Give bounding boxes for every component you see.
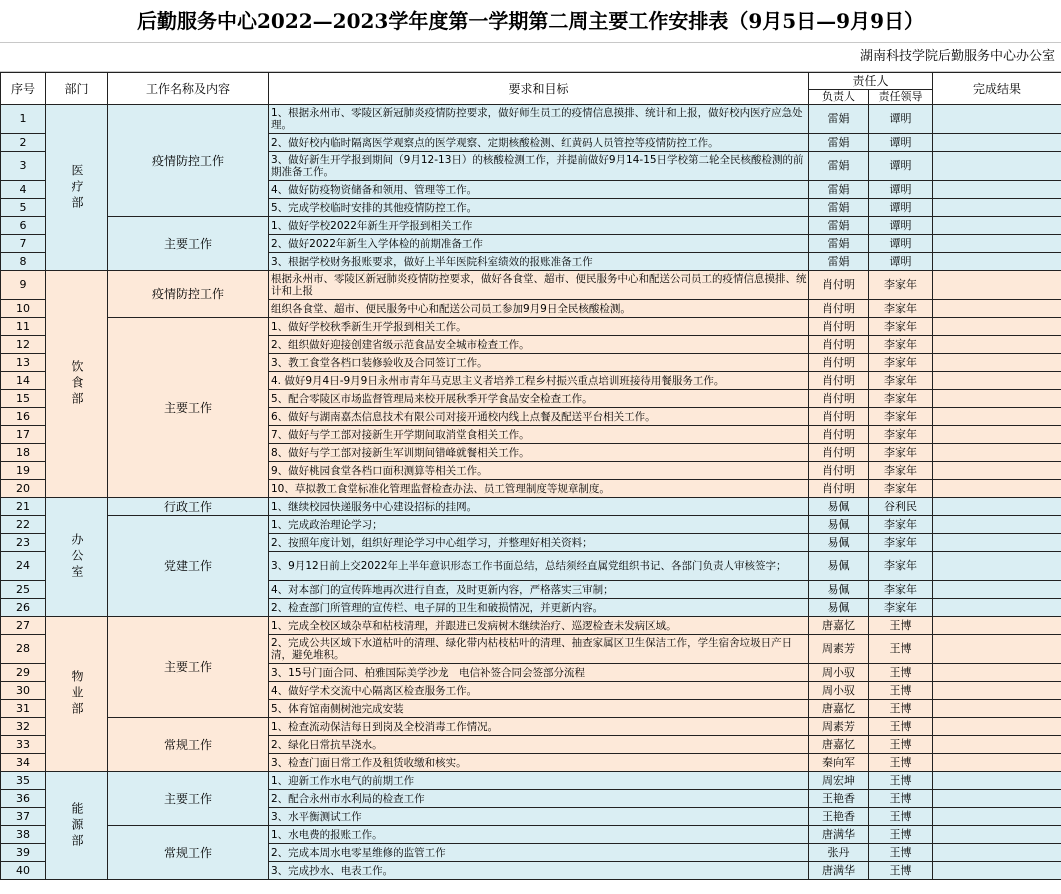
person-cell: 肖付明 (809, 354, 869, 372)
requirement-cell: 2、检查部门所管理的宣传栏、电子屏的卫生和破损情况，并更新内容。 (269, 599, 809, 617)
row-number: 24 (1, 552, 46, 581)
header-responsible: 责任人 (809, 73, 933, 90)
result-cell (933, 844, 1061, 862)
leader-cell: 李家年 (869, 599, 933, 617)
work-category-cell: 行政工作 (108, 498, 269, 516)
result-cell (933, 105, 1061, 134)
result-cell (933, 390, 1061, 408)
person-cell: 周小驭 (809, 664, 869, 682)
person-cell: 雷娟 (809, 105, 869, 134)
person-cell: 易佩 (809, 599, 869, 617)
work-schedule-table (0, 72, 1061, 880)
requirement-cell: 1、完成政治理论学习； (269, 516, 809, 534)
leader-cell: 李家年 (869, 581, 933, 599)
row-number: 22 (1, 516, 46, 534)
row-number: 12 (1, 336, 46, 354)
result-cell (933, 480, 1061, 498)
leader-cell: 李家年 (869, 354, 933, 372)
row-number: 13 (1, 354, 46, 372)
requirement-cell: 2、组织做好迎接创建省级示范食品安全城市检查工作。 (269, 336, 809, 354)
requirement-cell: 根据永州市、零陵区新冠肺炎疫情防控要求，做好各食堂、超市、便民服务中心和配送公司员工的疫情信息摸排、统计和上报 (269, 271, 809, 300)
person-cell: 易佩 (809, 516, 869, 534)
result-cell (933, 408, 1061, 426)
work-category-cell: 主要工作 (108, 617, 269, 718)
row-number: 4 (1, 181, 46, 199)
result-cell (933, 790, 1061, 808)
requirement-cell: 10、草拟教工食堂标准化管理监督检查办法、员工管理制度等规章制度。 (269, 480, 809, 498)
row-number: 1 (1, 105, 46, 134)
result-cell (933, 700, 1061, 718)
row-number: 19 (1, 462, 46, 480)
row-number: 31 (1, 700, 46, 718)
leader-cell: 王博 (869, 826, 933, 844)
row-number: 11 (1, 318, 46, 336)
leader-cell: 王博 (869, 808, 933, 826)
requirement-cell: 3、做好新生开学报到期间（9月12-13日）的核酸检测工作，并提前做好9月14-15日学校第二轮全民核酸检测的前期准备工作。 (269, 152, 809, 181)
person-cell: 易佩 (809, 534, 869, 552)
table-row (1, 772, 1061, 790)
result-cell (933, 862, 1061, 880)
result-cell (933, 826, 1061, 844)
person-cell: 雷娟 (809, 181, 869, 199)
result-cell (933, 534, 1061, 552)
result-cell (933, 462, 1061, 480)
leader-cell: 李家年 (869, 318, 933, 336)
requirement-cell: 4、做好防疫物资储备和领用、管理等工作。 (269, 181, 809, 199)
leader-cell: 谭明 (869, 199, 933, 217)
person-cell: 秦向军 (809, 754, 869, 772)
requirement-cell: 2、完成公共区域下水道枯叶的清理、绿化带内枯枝枯叶的清理、抽查家属区卫生保洁工作，学生宿舍垃圾日产日清，避免堆积。 (269, 635, 809, 664)
requirement-cell: 3、15号门面合同、柏雅国际美学沙龙 电信补签合同会签部分流程 (269, 664, 809, 682)
row-number: 3 (1, 152, 46, 181)
result-cell (933, 808, 1061, 826)
row-number: 5 (1, 199, 46, 217)
leader-cell: 王博 (869, 617, 933, 635)
work-category-cell: 常规工作 (108, 826, 269, 880)
requirement-cell: 4、做好学术交流中心隔离区检查服务工作。 (269, 682, 809, 700)
row-number: 15 (1, 390, 46, 408)
header-leader: 责任领导 (869, 90, 933, 105)
leader-cell: 王博 (869, 736, 933, 754)
requirement-cell: 9、做好桃园食堂各档口面积测算等相关工作。 (269, 462, 809, 480)
result-cell (933, 217, 1061, 235)
header-no: 序号 (1, 73, 46, 105)
result-cell (933, 152, 1061, 181)
requirement-cell: 1、迎新工作水电气的前期工作 (269, 772, 809, 790)
organization-label: 湖南科技学院后勤服务中心办公室 (0, 43, 1061, 72)
leader-cell: 李家年 (869, 426, 933, 444)
table-row (1, 498, 1061, 516)
person-cell: 周素芳 (809, 635, 869, 664)
leader-cell: 李家年 (869, 390, 933, 408)
leader-cell: 李家年 (869, 300, 933, 318)
row-number: 32 (1, 718, 46, 736)
result-cell (933, 354, 1061, 372)
result-cell (933, 581, 1061, 599)
leader-cell: 王博 (869, 844, 933, 862)
result-cell (933, 599, 1061, 617)
person-cell: 唐嘉忆 (809, 736, 869, 754)
leader-cell: 李家年 (869, 271, 933, 300)
result-cell (933, 498, 1061, 516)
person-cell: 唐满华 (809, 826, 869, 844)
leader-cell: 李家年 (869, 534, 933, 552)
table-row (1, 516, 1061, 534)
result-cell (933, 253, 1061, 271)
person-cell: 肖付明 (809, 271, 869, 300)
leader-cell: 谭明 (869, 152, 933, 181)
requirement-cell: 1、做好学校2022年新生开学报到相关工作 (269, 217, 809, 235)
requirement-cell: 7、做好与学工部对接新生开学期间取消堂食相关工作。 (269, 426, 809, 444)
requirement-cell: 组织各食堂、超市、便民服务中心和配送公司员工参加9月9日全民核酸检测。 (269, 300, 809, 318)
table-row (1, 617, 1061, 635)
requirement-cell: 4、对本部门的宣传阵地再次进行自查，及时更新内容，严格落实三审制； (269, 581, 809, 599)
leader-cell: 王博 (869, 682, 933, 700)
result-cell (933, 754, 1061, 772)
result-cell (933, 199, 1061, 217)
department-cell: 能源部 (46, 772, 108, 880)
leader-cell: 李家年 (869, 444, 933, 462)
row-number: 25 (1, 581, 46, 599)
table-row (1, 318, 1061, 336)
row-number: 40 (1, 862, 46, 880)
row-number: 33 (1, 736, 46, 754)
result-cell (933, 271, 1061, 300)
leader-cell: 谭明 (869, 235, 933, 253)
row-number: 14 (1, 372, 46, 390)
requirement-cell: 2、按照年度计划，组织好理论学习中心组学习，并整理好相关资料； (269, 534, 809, 552)
row-number: 35 (1, 772, 46, 790)
row-number: 38 (1, 826, 46, 844)
person-cell: 周宏坤 (809, 772, 869, 790)
work-category-cell: 主要工作 (108, 318, 269, 498)
department-cell: 饮食部 (46, 271, 108, 498)
result-cell (933, 516, 1061, 534)
result-cell (933, 772, 1061, 790)
requirement-cell: 1、根据永州市、零陵区新冠肺炎疫情防控要求，做好师生员工的疫情信息摸排、统计和上报，做好校内医疗应急处理。 (269, 105, 809, 134)
table-row (1, 826, 1061, 844)
requirement-cell: 1、做好学校秋季新生开学报到相关工作。 (269, 318, 809, 336)
row-number: 6 (1, 217, 46, 235)
person-cell: 周小驭 (809, 682, 869, 700)
table-row (1, 271, 1061, 300)
header-dept: 部门 (46, 73, 108, 105)
result-cell (933, 134, 1061, 152)
person-cell: 张丹 (809, 844, 869, 862)
person-cell: 肖付明 (809, 480, 869, 498)
person-cell: 肖付明 (809, 390, 869, 408)
row-number: 37 (1, 808, 46, 826)
leader-cell: 谭明 (869, 105, 933, 134)
leader-cell: 王博 (869, 635, 933, 664)
leader-cell: 王博 (869, 664, 933, 682)
row-number: 30 (1, 682, 46, 700)
result-cell (933, 617, 1061, 635)
person-cell: 王艳香 (809, 808, 869, 826)
requirement-cell: 3、根据学校财务报账要求，做好上半年医院科室绩效的报账准备工作 (269, 253, 809, 271)
result-cell (933, 552, 1061, 581)
result-cell (933, 682, 1061, 700)
row-number: 20 (1, 480, 46, 498)
work-category-cell: 主要工作 (108, 772, 269, 826)
person-cell: 肖付明 (809, 408, 869, 426)
requirement-cell: 6、做好与湖南嘉杰信息技术有限公司对接开通校内线上点餐及配送平台相关工作。 (269, 408, 809, 426)
department-cell: 医疗部 (46, 105, 108, 271)
result-cell (933, 444, 1061, 462)
person-cell: 雷娟 (809, 217, 869, 235)
person-cell: 肖付明 (809, 444, 869, 462)
leader-cell: 李家年 (869, 516, 933, 534)
work-category-cell: 疫情防控工作 (108, 105, 269, 217)
leader-cell: 王博 (869, 862, 933, 880)
row-number: 26 (1, 599, 46, 617)
person-cell: 周素芳 (809, 718, 869, 736)
person-cell: 易佩 (809, 498, 869, 516)
result-cell (933, 635, 1061, 664)
requirement-cell: 2、绿化日常抗旱浇水。 (269, 736, 809, 754)
requirement-cell: 1、检查流动保洁每日到岗及全校消毒工作情况。 (269, 718, 809, 736)
table-row (1, 217, 1061, 235)
person-cell: 易佩 (809, 581, 869, 599)
row-number: 29 (1, 664, 46, 682)
person-cell: 肖付明 (809, 336, 869, 354)
person-cell: 唐满华 (809, 862, 869, 880)
person-cell: 易佩 (809, 552, 869, 581)
person-cell: 王艳香 (809, 790, 869, 808)
requirement-cell: 1、继续校园快递服务中心建设招标的挂网。 (269, 498, 809, 516)
result-cell (933, 181, 1061, 199)
requirement-cell: 3、水平衡测试工作 (269, 808, 809, 826)
work-category-cell: 疫情防控工作 (108, 271, 269, 318)
requirement-cell: 2、做好2022年新生入学体检的前期准备工作 (269, 235, 809, 253)
row-number: 2 (1, 134, 46, 152)
page-title: 后勤服务中心2022—2023学年度第一学期第二周主要工作安排表（9月5日—9月9日） (0, 0, 1061, 43)
leader-cell: 谷利民 (869, 498, 933, 516)
row-number: 16 (1, 408, 46, 426)
row-number: 36 (1, 790, 46, 808)
department-cell: 物业部 (46, 617, 108, 772)
requirement-cell: 1、水电费的报账工作。 (269, 826, 809, 844)
result-cell (933, 736, 1061, 754)
result-cell (933, 300, 1061, 318)
leader-cell: 李家年 (869, 336, 933, 354)
person-cell: 肖付明 (809, 318, 869, 336)
result-cell (933, 372, 1061, 390)
work-category-cell: 主要工作 (108, 217, 269, 271)
requirement-cell: 3、教工食堂各档口装修验收及合同签订工作。 (269, 354, 809, 372)
leader-cell: 李家年 (869, 408, 933, 426)
leader-cell: 李家年 (869, 552, 933, 581)
requirement-cell: 1、完成全校区域杂草和枯枝清理，并跟进已发病树木继续治疗、巡逻检查未发病区域。 (269, 617, 809, 635)
leader-cell: 王博 (869, 754, 933, 772)
leader-cell: 谭明 (869, 134, 933, 152)
requirement-cell: 5、体育馆南侧树池完成安装 (269, 700, 809, 718)
person-cell: 雷娟 (809, 199, 869, 217)
requirement-cell: 4. 做好9月4日-9月9日永州市青年马克思主义者培养工程乡村振兴重点培训班接待用餐服务工作。 (269, 372, 809, 390)
leader-cell: 谭明 (869, 217, 933, 235)
requirement-cell: 5、配合零陵区市场监督管理局来校开展秋季开学食品安全检查工作。 (269, 390, 809, 408)
requirement-cell: 3、检查门面日常工作及租赁收缴和核实。 (269, 754, 809, 772)
result-cell (933, 336, 1061, 354)
row-number: 27 (1, 617, 46, 635)
person-cell: 唐嘉忆 (809, 617, 869, 635)
row-number: 10 (1, 300, 46, 318)
requirement-cell: 3、完成抄水、电表工作。 (269, 862, 809, 880)
leader-cell: 李家年 (869, 372, 933, 390)
requirement-cell: 5、完成学校临时安排的其他疫情防控工作。 (269, 199, 809, 217)
row-number: 18 (1, 444, 46, 462)
leader-cell: 谭明 (869, 181, 933, 199)
row-number: 28 (1, 635, 46, 664)
header-requirements: 要求和目标 (269, 73, 809, 105)
header-work: 工作名称及内容 (108, 73, 269, 105)
requirement-cell: 2、做好校内临时隔离医学观察点的医学观察、定期核酸检测、红黄码人员管控等疫情防控工作。 (269, 134, 809, 152)
row-number: 21 (1, 498, 46, 516)
requirement-cell: 8、做好与学工部对接新生军训期间错峰就餐相关工作。 (269, 444, 809, 462)
leader-cell: 李家年 (869, 480, 933, 498)
leader-cell: 王博 (869, 772, 933, 790)
leader-cell: 王博 (869, 700, 933, 718)
table-row (1, 718, 1061, 736)
header-result: 完成结果 (933, 73, 1061, 105)
row-number: 8 (1, 253, 46, 271)
person-cell: 肖付明 (809, 372, 869, 390)
result-cell (933, 664, 1061, 682)
result-cell (933, 426, 1061, 444)
row-number: 34 (1, 754, 46, 772)
person-cell: 肖付明 (809, 426, 869, 444)
requirement-cell: 2、完成本周水电零星维修的监管工作 (269, 844, 809, 862)
leader-cell: 王博 (869, 790, 933, 808)
result-cell (933, 718, 1061, 736)
department-cell: 办公室 (46, 498, 108, 617)
requirement-cell: 3、9月12日前上交2022年上半年意识形态工作书面总结，总结须经直属党组织书记、各部门负责人审核签字； (269, 552, 809, 581)
person-cell: 雷娟 (809, 134, 869, 152)
header-person: 负责人 (809, 90, 869, 105)
result-cell (933, 235, 1061, 253)
row-number: 7 (1, 235, 46, 253)
result-cell (933, 318, 1061, 336)
person-cell: 雷娟 (809, 235, 869, 253)
work-category-cell: 常规工作 (108, 718, 269, 772)
person-cell: 唐嘉忆 (809, 700, 869, 718)
person-cell: 雷娟 (809, 253, 869, 271)
person-cell: 肖付明 (809, 300, 869, 318)
work-category-cell: 党建工作 (108, 516, 269, 617)
leader-cell: 谭明 (869, 253, 933, 271)
table-row (1, 105, 1061, 134)
leader-cell: 李家年 (869, 462, 933, 480)
leader-cell: 王博 (869, 718, 933, 736)
row-number: 39 (1, 844, 46, 862)
person-cell: 雷娟 (809, 152, 869, 181)
row-number: 9 (1, 271, 46, 300)
person-cell: 肖付明 (809, 462, 869, 480)
row-number: 17 (1, 426, 46, 444)
requirement-cell: 2、配合永州市水利局的检查工作 (269, 790, 809, 808)
row-number: 23 (1, 534, 46, 552)
